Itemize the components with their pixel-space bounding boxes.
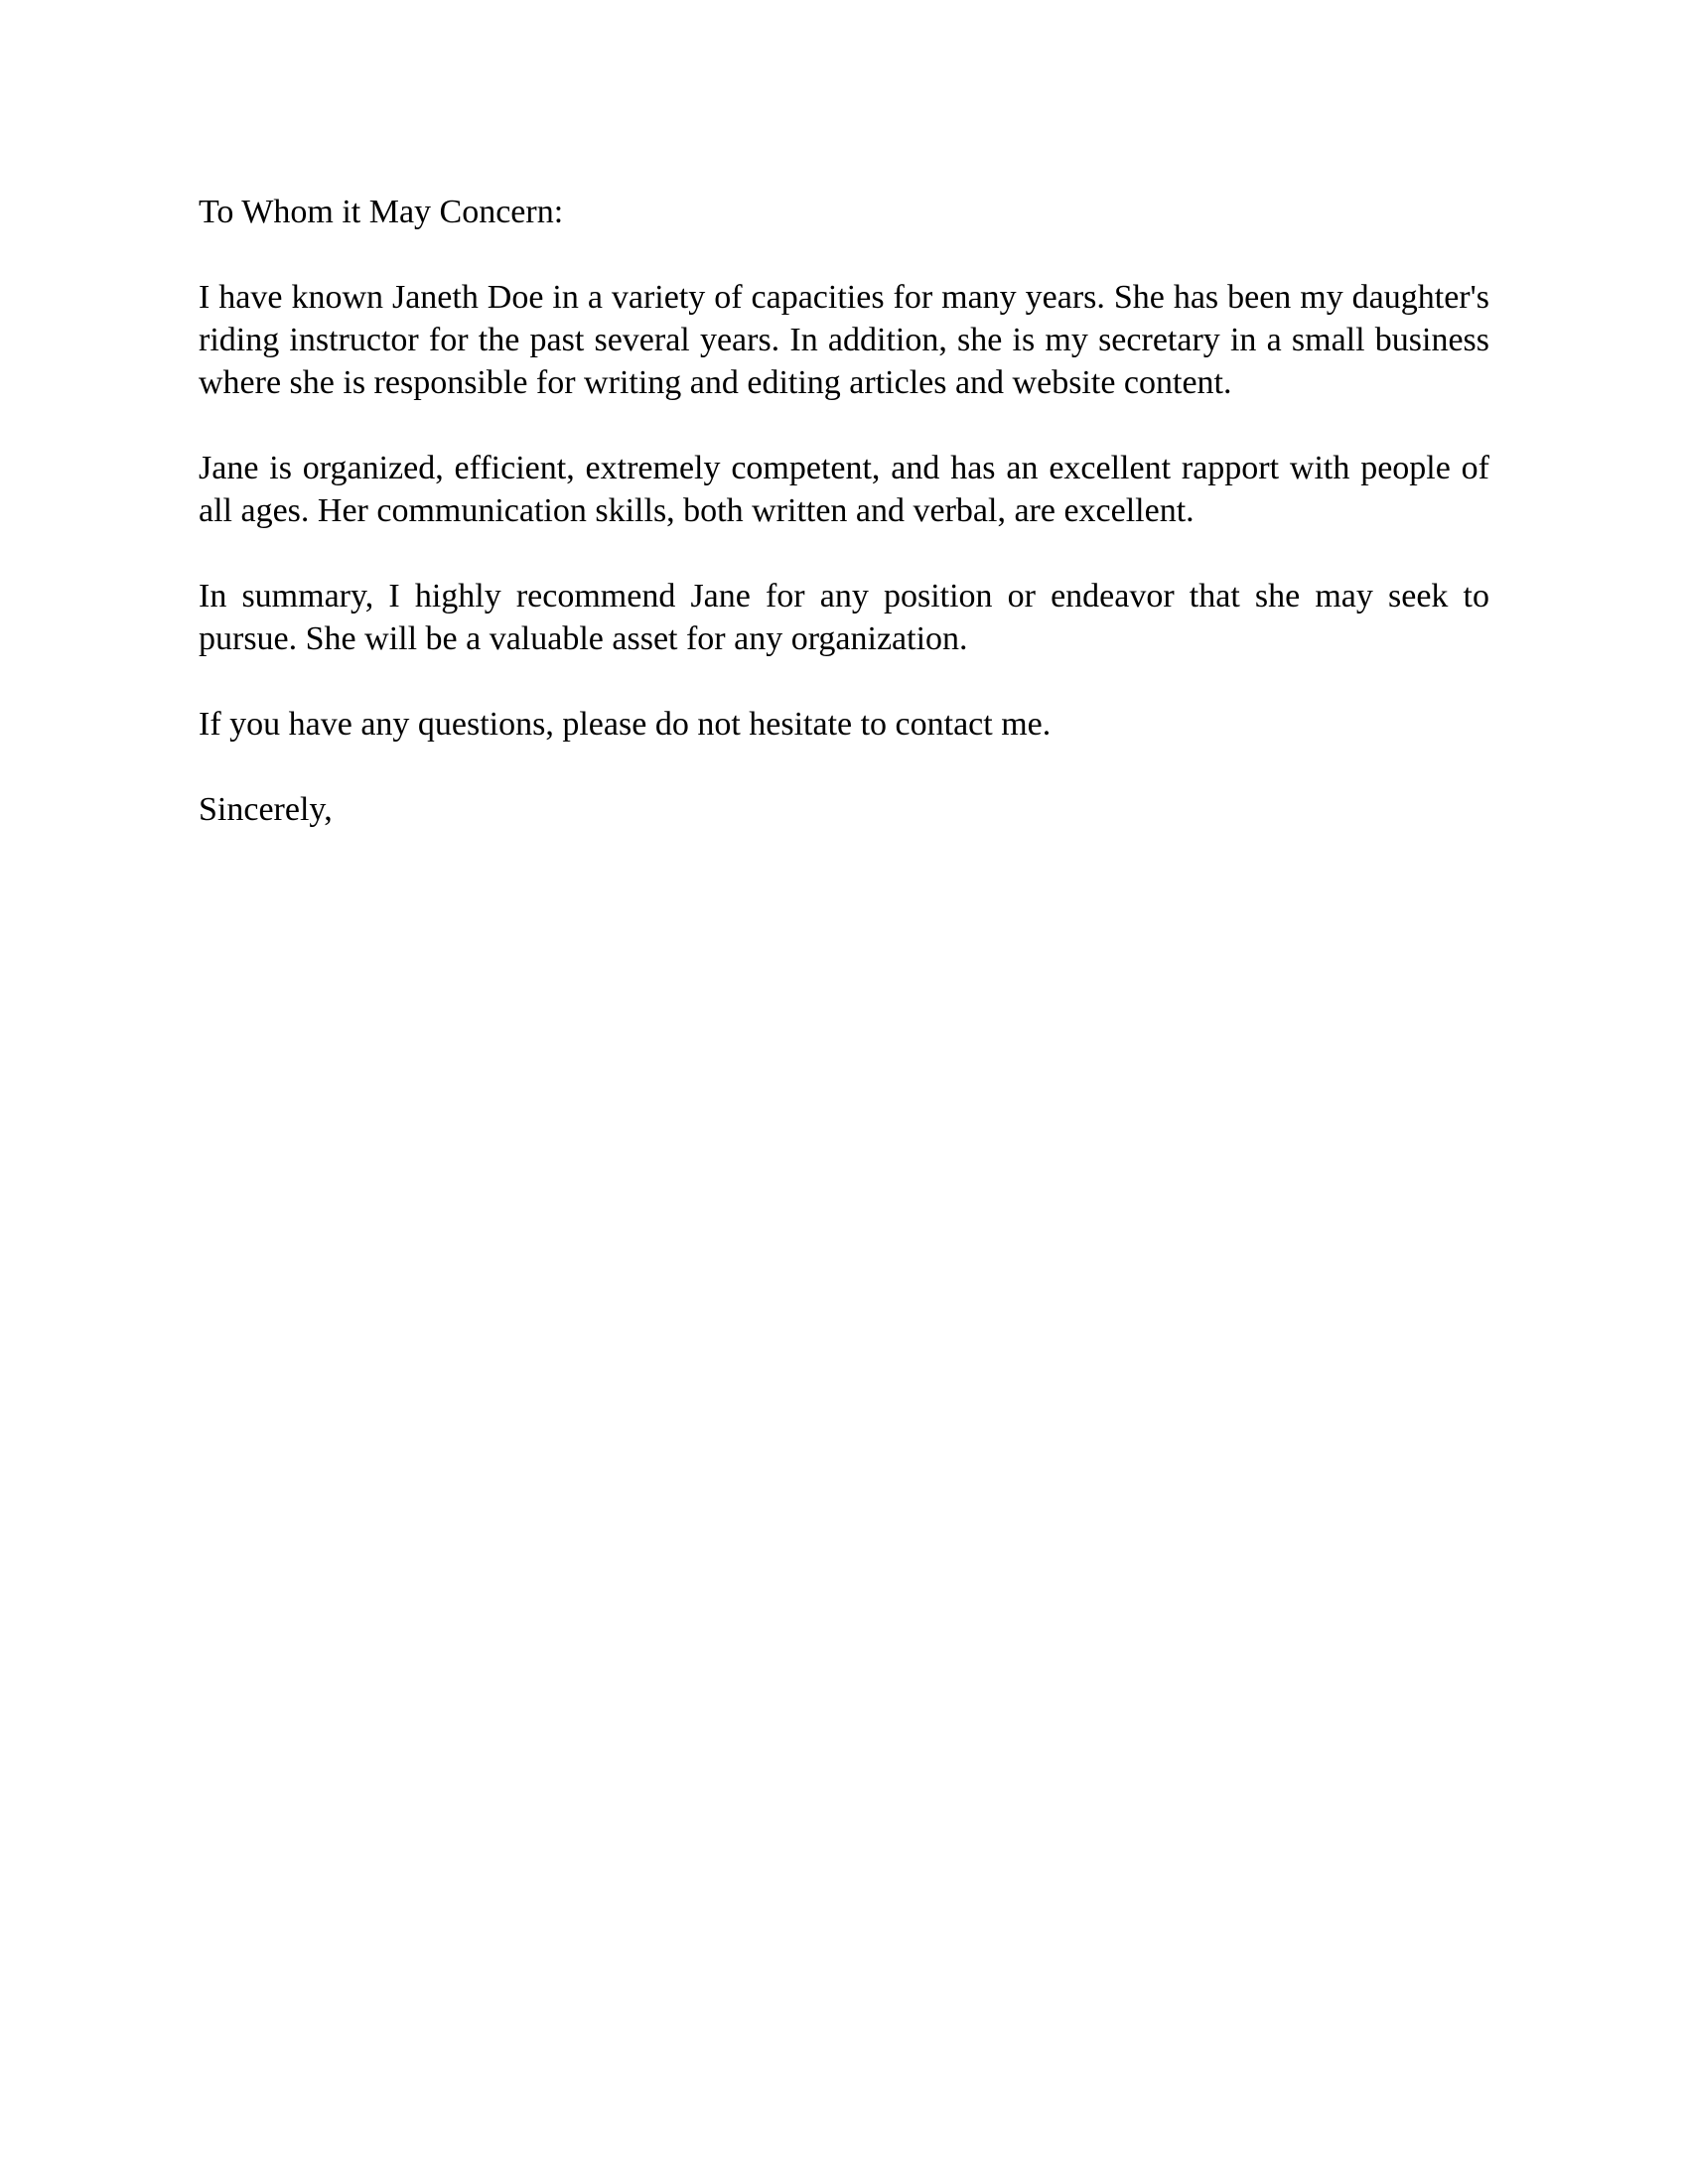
paragraph-recommendation: In summary, I highly recommend Jane for any position or endeavor that she may seek to pursue. She will be a valuable asset for any organization. xyxy=(199,578,1489,657)
paragraph-contact: If you have any questions, please do not hesitate to contact me. xyxy=(199,706,1052,743)
paragraph-qualities: Jane is organized, efficient, extremely competent, and has an excellent rapport with people of all ages. Her communication skills, both written and verbal, are excellent. xyxy=(199,450,1489,529)
salutation: To Whom it May Concern: xyxy=(199,194,564,230)
paragraph-introduction: I have known Janeth Doe in a variety of capacities for many years. She has been my daughter's riding instructor for the past several years. In addition, she is my secretary in a small business where she is responsible for writing and editing articles and website content. xyxy=(199,279,1489,401)
closing-signature: Sincerely, xyxy=(199,791,333,828)
